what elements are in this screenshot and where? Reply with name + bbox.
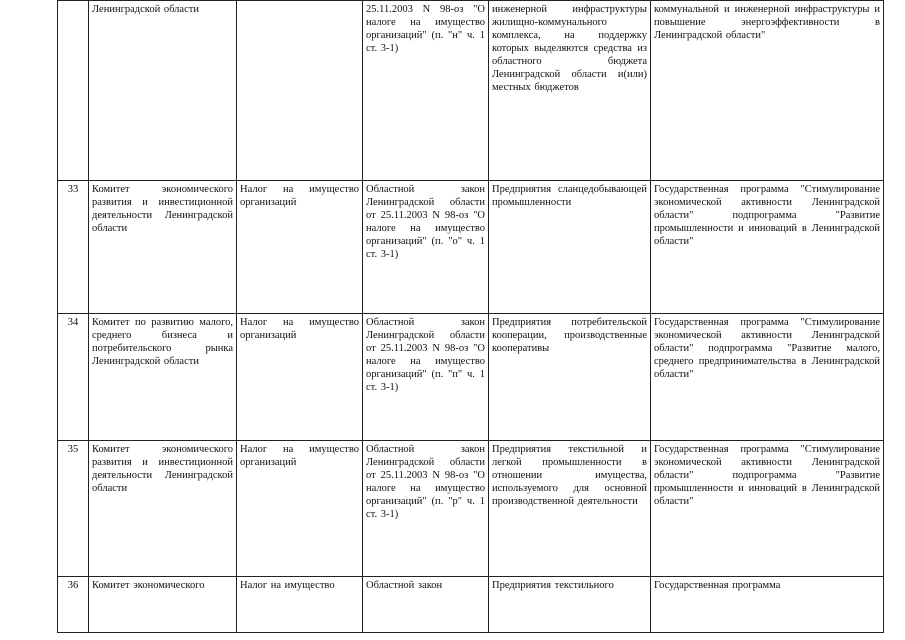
law-cell: Областной закон Ленинградской области от 25.11.2003 N 98-оз "О налоге на имущество организаций" (п. "п" ч. 1 ст. 3-1) — [363, 314, 489, 441]
law-cell: Областной закон — [363, 577, 489, 633]
program-cell: коммунальной и инженерной инфраструктуры и повышение энергоэффективности в Ленинградской области" — [651, 1, 884, 181]
program-cell: Государственная программа "Стимулирование экономической активности Ленинградской области" подпрограмма "Развитие промышленности и инноваций в Ленинградской области" — [651, 181, 884, 314]
category-cell: инженерной инфраструктуры жилищно-коммунального комплекса, на поддержку которых выделяются средства из областного бюджета Ленинградской области и(или) местных бюджетов — [489, 1, 651, 181]
tax-cell — [237, 1, 363, 181]
category-cell: Предприятия текстильного — [489, 577, 651, 633]
executor-cell: Комитет экономического развития и инвестиционной деятельности Ленинградской области — [89, 441, 237, 577]
table-row — [58, 181, 884, 314]
law-cell: Областной закон Ленинградской области от 25.11.2003 N 98-оз "О налоге на имущество организаций" (п. "р" ч. 1 ст. 3-1) — [363, 441, 489, 577]
row-number: 36 — [58, 577, 89, 633]
program-cell: Государственная программа — [651, 577, 884, 633]
law-cell: 25.11.2003 N 98-оз "О налоге на имущество организаций" (п. "н" ч. 1 ст. 3-1) — [363, 1, 489, 181]
tax-cell: Налог на имущество организаций — [237, 441, 363, 577]
tax-cell: Налог на имущество организаций — [237, 181, 363, 314]
row-number: 33 — [58, 181, 89, 314]
table-row — [58, 577, 884, 633]
category-cell: Предприятия текстильной и легкой промышленности в отношении имущества, используемого для основной производственной деятельности — [489, 441, 651, 577]
executor-cell: Комитет экономического — [89, 577, 237, 633]
executor-cell: Ленинградской области — [89, 1, 237, 181]
category-cell: Предприятия потребительской кооперации, производственные кооперативы — [489, 314, 651, 441]
row-number: 34 — [58, 314, 89, 441]
program-cell: Государственная программа "Стимулирование экономической активности Ленинградской области" подпрограмма "Развитие малого, среднего предпринимательства в Ленинградской области" — [651, 314, 884, 441]
law-cell: Областной закон Ленинградской области от 25.11.2003 N 98-оз "О налоге на имущество организаций" (п. "о" ч. 1 ст. 3-1) — [363, 181, 489, 314]
tax-benefits-table — [57, 0, 884, 633]
program-cell: Государственная программа "Стимулирование экономической активности Ленинградской области" подпрограмма "Развитие промышленности и инноваций в Ленинградской области" — [651, 441, 884, 577]
document-page — [57, 0, 885, 640]
row-number: 35 — [58, 441, 89, 577]
table-row — [58, 441, 884, 577]
row-number — [58, 1, 89, 181]
table-row — [58, 314, 884, 441]
tax-cell: Налог на имущество организаций — [237, 314, 363, 441]
tax-cell: Налог на имущество — [237, 577, 363, 633]
table-row — [58, 1, 884, 181]
executor-cell: Комитет экономического развития и инвестиционной деятельности Ленинградской области — [89, 181, 237, 314]
executor-cell: Комитет по развитию малого, среднего бизнеса и потребительского рынка Ленинградской области — [89, 314, 237, 441]
category-cell: Предприятия сланцедобывающей промышленности — [489, 181, 651, 314]
